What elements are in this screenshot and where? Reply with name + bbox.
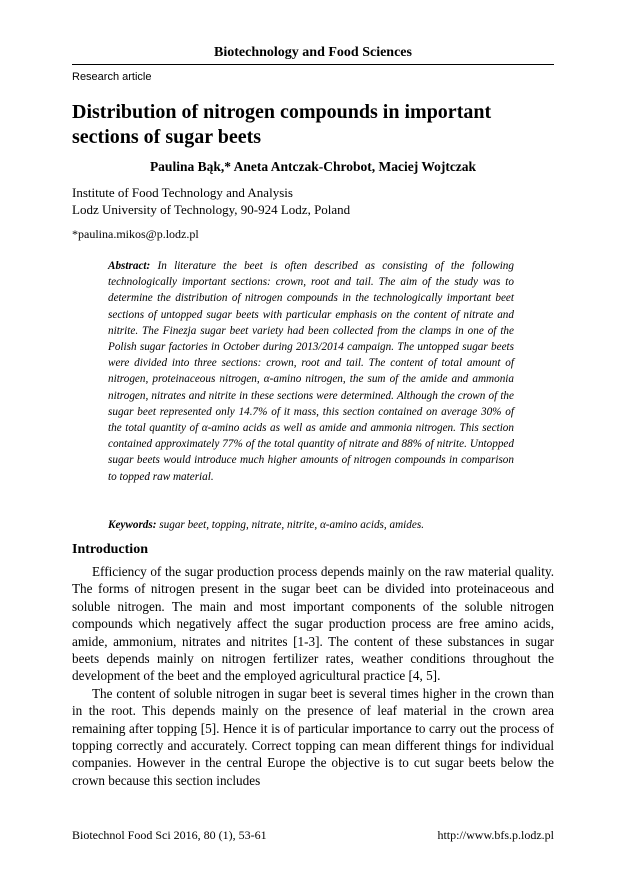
- abstract-text: In literature the beet is often described as consisting of the following technologically important sections: crown, root and tail. The aim of the study was to determine the distribution of nitrogen compounds in the technologically important beet sections of untopped sugar beets with particular emphasis on the content of nitrate and nitrite. The Finezja sugar beet variety had been collected from the clamps in one of the Polish sugar factories in October during 2013/2014 campaign. The untopped sugar beets were divided into three sections: crown, root and tail. The content of total amount of nitrogen, proteinaceous nitrogen, α-amino nitrogen, the sum of the amide and ammonia nitrogen, nitrates and nitrite in these sections were determined. Although the crown of the sugar beet represented only 14.7% of it mass, this section contained on average 30% of the total quantity of α-amino acids as well as amide and ammonia nitrogen. This section contained approximately 77% of the total quantity of nitrate and 88% of nitrite. Untopped sugar beets would introduce much higher amounts of nitrogen compounds in comparison to topped raw material.: [108, 260, 514, 483]
- footer-url[interactable]: http://www.bfs.p.lodz.pl: [437, 828, 554, 842]
- abstract: [108, 258, 514, 485]
- body-paragraph: Efficiency of the sugar production process depends mainly on the raw material quality. The forms of nitrogen present in the sugar beet can be divided into proteinaceous and soluble nitrogen. The main and most important components of the soluble nitrogen compounds which negatively affect the sugar production process are free amino acids, amide, ammonium, nitrates and nitrites [1-3]. The content of these substances in sugar beets depends mainly on nitrogen fertilizer rates, weather conditions throughout the development of the beet and the employed agricultural practice [4, 5].: [72, 564, 554, 684]
- section-heading-introduction: Introduction: [72, 542, 148, 557]
- footer-citation: Biotechnol Food Sci 2016, 80 (1), 53-61: [72, 828, 267, 842]
- article-title: Distribution of nitrogen compounds in important sections of sugar beets: [72, 101, 492, 148]
- journal-name: Biotechnology and Food Sciences: [214, 45, 412, 60]
- introduction-body: [72, 563, 554, 789]
- corresponding-email: *paulina.mikos@p.lodz.pl: [72, 227, 199, 241]
- author-list: Paulina Bąk,* Aneta Antczak-Chrobot, Maciej Wojtczak: [149, 159, 477, 174]
- affiliation: [72, 184, 554, 218]
- abstract-label: Abstract:: [108, 260, 151, 272]
- body-paragraph: The content of soluble nitrogen in sugar beet is several times higher in the crown than in the root. This depends mainly on the presence of leaf material in the crown area remaining after topping [5]. Hence it is of particular importance to carry out the process of topping correctly and accurately. Correct topping can mean different things for individual companies. However in the central Europe the objective is to cut sugar beets below the crown because this section includes: [72, 685, 554, 788]
- keywords: [108, 518, 528, 533]
- keywords-label: Keywords:: [108, 519, 157, 531]
- header-divider: [72, 64, 554, 65]
- article-type-label: Research article: [72, 71, 152, 83]
- keywords-text: sugar beet, topping, nitrate, nitrite, α-amino acids, amides.: [159, 519, 425, 531]
- affiliation-university: Lodz University of Technology, 90-924 Lodz, Poland: [72, 202, 351, 217]
- affiliation-institute: Institute of Food Technology and Analysis: [72, 185, 293, 200]
